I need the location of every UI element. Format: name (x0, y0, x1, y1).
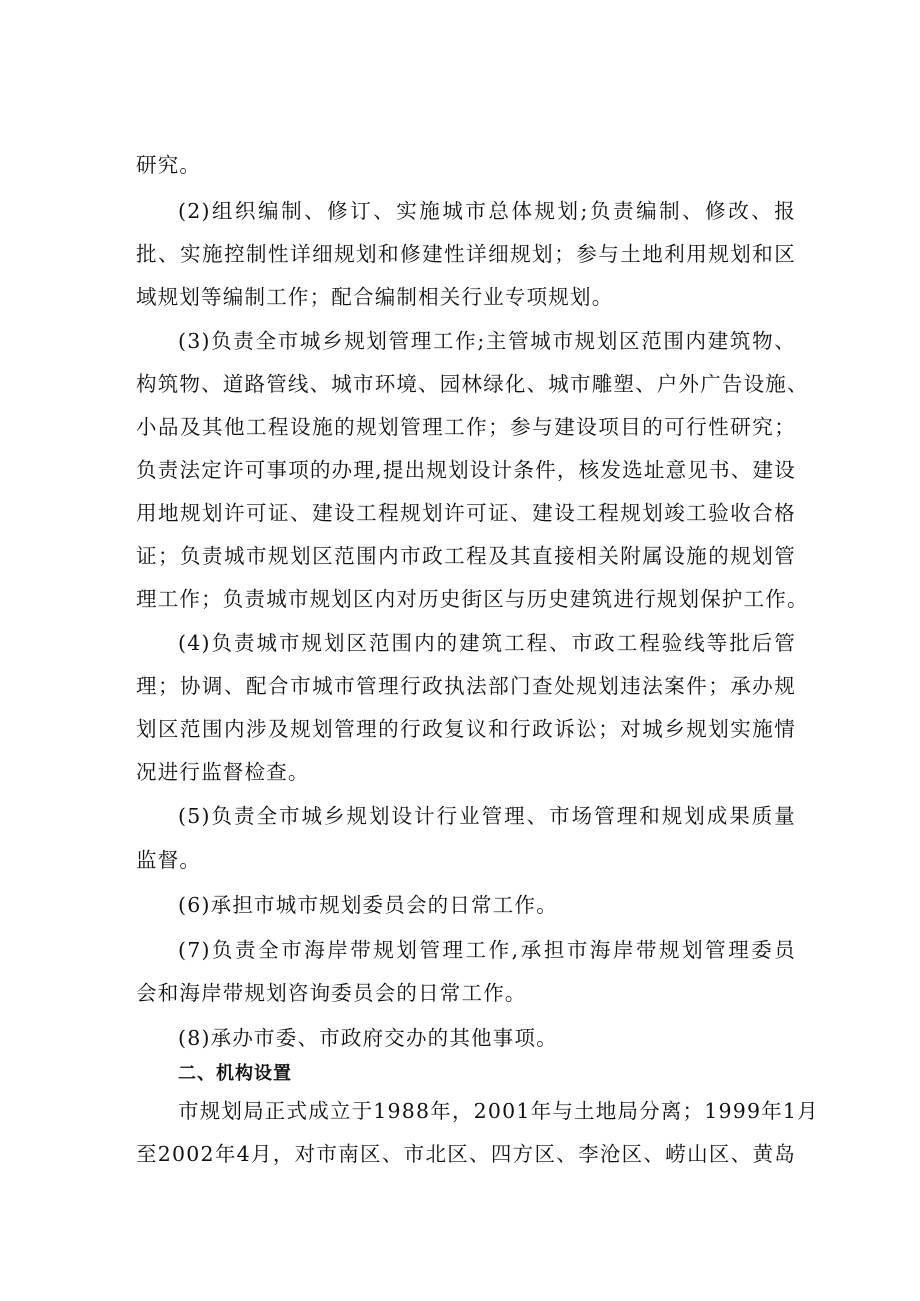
paragraph-3-line-1: (3)负责全市城乡规划管理工作;主管城市规划区范围内建筑物、 (178, 329, 796, 353)
paragraph-5-line-2: 监督。 (136, 848, 202, 872)
paragraph-4-line-3: 划区范围内涉及规划管理的行政复议和行政诉讼；对城乡规划实施情 (136, 717, 796, 741)
paragraph-2-line-2: 批、实施控制性详细规划和修建性详细规划；参与土地利用规划和区 (136, 242, 796, 266)
paragraph-4-line-4: 况进行监督检查。 (136, 760, 310, 784)
paragraph-3-line-6: 证；负责城市规划区范围内市政工程及其直接相关附属设施的规划管 (136, 544, 796, 568)
paragraph-5-line-1: (5)负责全市城乡规划设计行业管理、市场管理和规划成果质量 (178, 804, 796, 828)
paragraph-8-line-1: (8)承办市委、市政府交办的其他事项。 (178, 1026, 558, 1050)
paragraph-3-line-5: 用地规划许可证、建设工程规划许可证、建设工程规划竣工验收合格 (136, 501, 796, 525)
paragraph-6-line-1: (6)承担市城市规划委员会的日常工作。 (178, 893, 558, 917)
paragraph-3-line-7: 理工作；负责城市规划区内对历史街区与历史建筑进行规划保护工作。 (136, 587, 809, 611)
paragraph-2-line-3: 域规划等编制工作；配合编制相关行业专项规划。 (136, 285, 614, 309)
paragraph-2-line-1: (2)组织编制、修订、实施城市总体规划;负责编制、修改、报 (178, 199, 796, 223)
paragraph-1-line-1: 研究。 (136, 153, 202, 177)
paragraph-9-line-1: 市规划局正式成立于1988年，2001年与土地局分离；1999年1月 (178, 1099, 819, 1123)
paragraph-3-line-3: 小品及其他工程设施的规划管理工作；参与建设项目的可行性研究； (136, 415, 796, 439)
paragraph-3-line-4: 负责法定许可事项的办理,提出规划设计条件，核发选址意见书、建设 (136, 458, 796, 482)
paragraph-4-line-1: (4)负责城市规划区范围内的建筑工程、市政工程验线等批后管 (178, 631, 796, 655)
paragraph-7-line-1: (7)负责全市海岸带规划管理工作,承担市海岸带规划管理委员 (178, 938, 796, 962)
paragraph-4-line-2: 理；协调、配合市城市管理行政执法部门查处规划违法案件；承办规 (136, 674, 796, 698)
section-heading-organization: 二、机构设置 (178, 1063, 292, 1084)
paragraph-3-line-2: 构筑物、道路管线、城市环境、园林绿化、城市雕塑、户外广告设施、 (136, 372, 809, 396)
paragraph-7-line-2: 会和海岸带规划咨询委员会的日常工作。 (136, 981, 527, 1005)
paragraph-9-line-2: 至2002年4月，对市南区、市北区、四方区、李沧区、崂山区、黄岛 (136, 1142, 796, 1166)
